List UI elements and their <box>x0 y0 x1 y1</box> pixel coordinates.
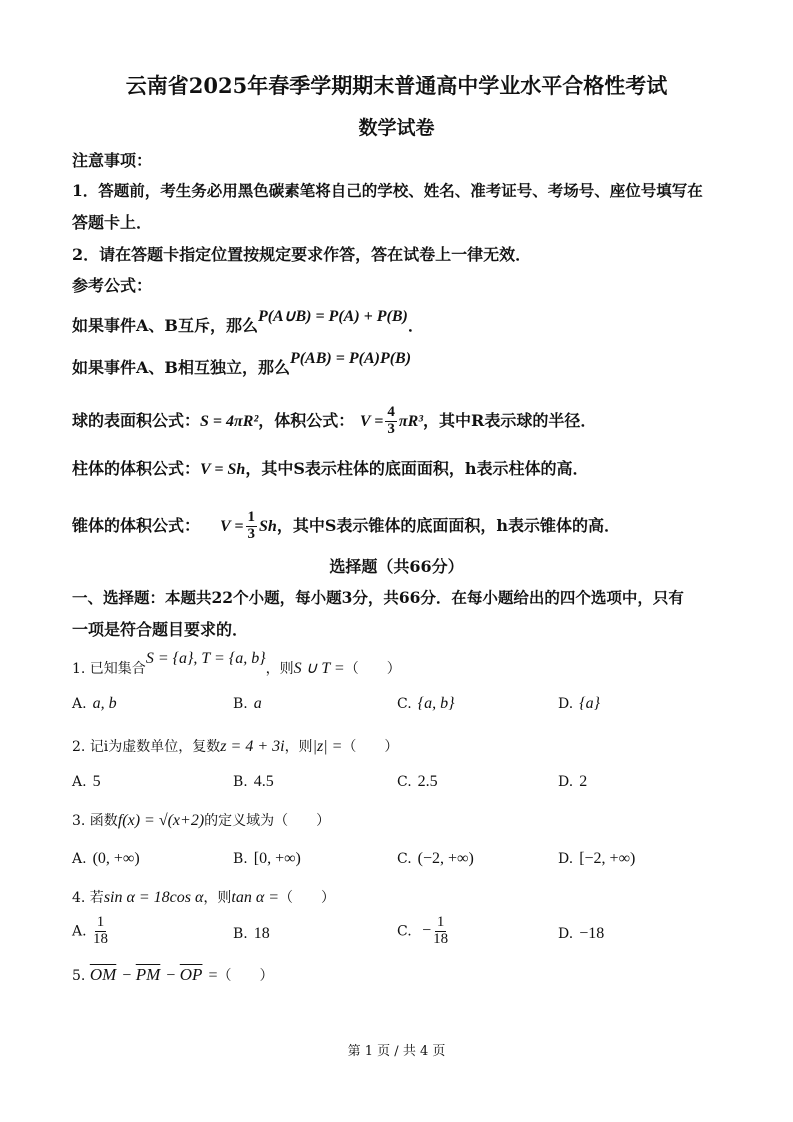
option-b: B. [0, +∞) <box>233 850 301 867</box>
vector-pm: $\overline{PM}$ <box>135 965 161 984</box>
question-math: z = 4 + 3i <box>220 738 285 755</box>
option-a: A. (0, +∞) <box>72 850 140 867</box>
page-footer: 第 1 页 / 共 4 页 <box>347 1044 446 1059</box>
option-a: A. a, b <box>72 695 117 712</box>
section-desc: 一、选择题：本题共22个小题，每小题3分，共66分．在每小题给出的四个选项中，只有 <box>72 588 684 607</box>
formula-prism <box>72 456 589 479</box>
formula-math: V = <box>220 517 244 535</box>
answer-blank: （ ） <box>274 813 331 829</box>
section-title: 选择题（共66分） <box>329 557 464 576</box>
formula-math: P(AB) = P(A)P(B) <box>289 350 412 367</box>
question-4 <box>72 887 335 907</box>
option-d: D. [−2, +∞) <box>558 850 636 867</box>
formula-end: ，其中S表示锥体的底面面积，h表示锥体的高． <box>276 515 621 535</box>
question-text: 的定义域为 <box>204 813 275 829</box>
formula-math: P(A∪B) = P(A) + P(B) <box>257 308 408 325</box>
formula-label: 如果事件A、B互斥，那么 <box>72 316 258 335</box>
question-5: 5. $\overline{OM} - \overline{PM} - \overline{OP}$ =（ ） <box>72 965 274 984</box>
formula-end: ． <box>407 316 424 335</box>
notes-heading: 注意事项： <box>72 151 153 170</box>
note-1-cont: 答题卡上． <box>72 213 153 232</box>
question-math: |z| = <box>312 738 343 755</box>
question-text: 3. 函数 <box>72 813 118 829</box>
question-math: sin α = 18cos α <box>103 889 204 906</box>
question-3 <box>72 810 330 830</box>
formula-math: V = Sh <box>200 461 246 478</box>
fraction: $\frac{4}{3}$ <box>387 404 395 437</box>
formula-math: πR³ <box>398 412 424 430</box>
answer-blank: （ ） <box>344 661 401 677</box>
formulas-heading: 参考公式： <box>72 276 153 295</box>
formula-math: S = 4πR² <box>200 412 259 430</box>
option-d: D. {a} <box>558 695 600 712</box>
question-text: ，则 <box>265 661 294 677</box>
section-desc-cont: 一项是符合题目要求的． <box>72 620 249 639</box>
question-text: 1. 已知集合 <box>72 661 146 677</box>
option-a: A. $\frac{1}{18}$ <box>72 914 109 947</box>
option-c: C. − $\frac{1}{18}$ <box>397 914 449 947</box>
formula-exclusive <box>72 308 424 336</box>
question-text: ，则 <box>284 739 313 755</box>
fraction: $\frac{1}{18}$ <box>93 914 109 947</box>
question-text: ，则 <box>203 890 232 906</box>
option-c: C. (−2, +∞) <box>397 850 474 867</box>
page-title: 云南省2025年春季学期期末普通高中学业水平合格性考试 <box>125 73 668 98</box>
option-d: D. 2 <box>558 773 588 790</box>
option-a: A. 5 <box>72 773 101 790</box>
answer-blank: （ ） <box>217 968 274 984</box>
formula-cone <box>72 510 620 543</box>
formula-label: 如果事件A、B相互独立，那么 <box>72 358 290 377</box>
formula-end: ，其中R表示球的半径． <box>423 410 597 430</box>
fraction: $\frac{1}{3}$ <box>247 509 256 542</box>
formula-math: Sh <box>259 517 277 535</box>
formula-label: 锥体的体积公式： <box>72 515 201 535</box>
formula-label: 柱体的体积公式： <box>72 459 201 478</box>
answer-blank: （ ） <box>279 890 336 906</box>
question-math: S = {a}, T = {a, b} <box>145 650 266 667</box>
option-c: C. {a, b} <box>397 695 455 712</box>
vector-om: $\overline{OM}$ <box>89 965 117 984</box>
vector-op: $\overline{OP}$ <box>179 965 203 984</box>
question-1 <box>72 650 401 678</box>
formula-label: 球的表面积公式： <box>72 410 201 430</box>
question-math: f(x) = √(x+2) <box>117 812 205 829</box>
note-2: 2．请在答题卡指定位置按规定要求作答，答在试卷上一律无效． <box>72 245 532 264</box>
question-2 <box>72 736 398 756</box>
option-b: B. 4.5 <box>233 773 274 790</box>
question-math: S ∪ T = <box>293 660 345 677</box>
formula-end: ，其中S表示柱体的底面面积，h表示柱体的高． <box>245 459 589 478</box>
option-b: B. 18 <box>233 925 270 942</box>
question-text: 4. 若 <box>72 890 104 906</box>
option-b: B. a <box>233 695 262 712</box>
option-d: D. −18 <box>558 925 605 942</box>
question-math: tan α = <box>231 889 280 906</box>
formula-sphere <box>72 405 596 438</box>
fraction: $\frac{1}{18}$ <box>433 914 449 947</box>
formula-label: ，体积公式： <box>258 410 355 430</box>
formula-independent <box>72 350 412 378</box>
formula-math: V = <box>359 412 384 430</box>
page-subtitle: 数学试卷 <box>358 117 435 139</box>
answer-blank: （ ） <box>342 739 399 755</box>
question-text: 2. 记i为虚数单位，复数 <box>72 739 221 755</box>
question-text: 5. <box>72 968 86 984</box>
option-c: C. 2.5 <box>397 773 438 790</box>
note-1: 1．答题前，考生务必用黑色碳素笔将自己的学校、姓名、准考证号、考场号、座位号填写在 <box>72 181 703 200</box>
